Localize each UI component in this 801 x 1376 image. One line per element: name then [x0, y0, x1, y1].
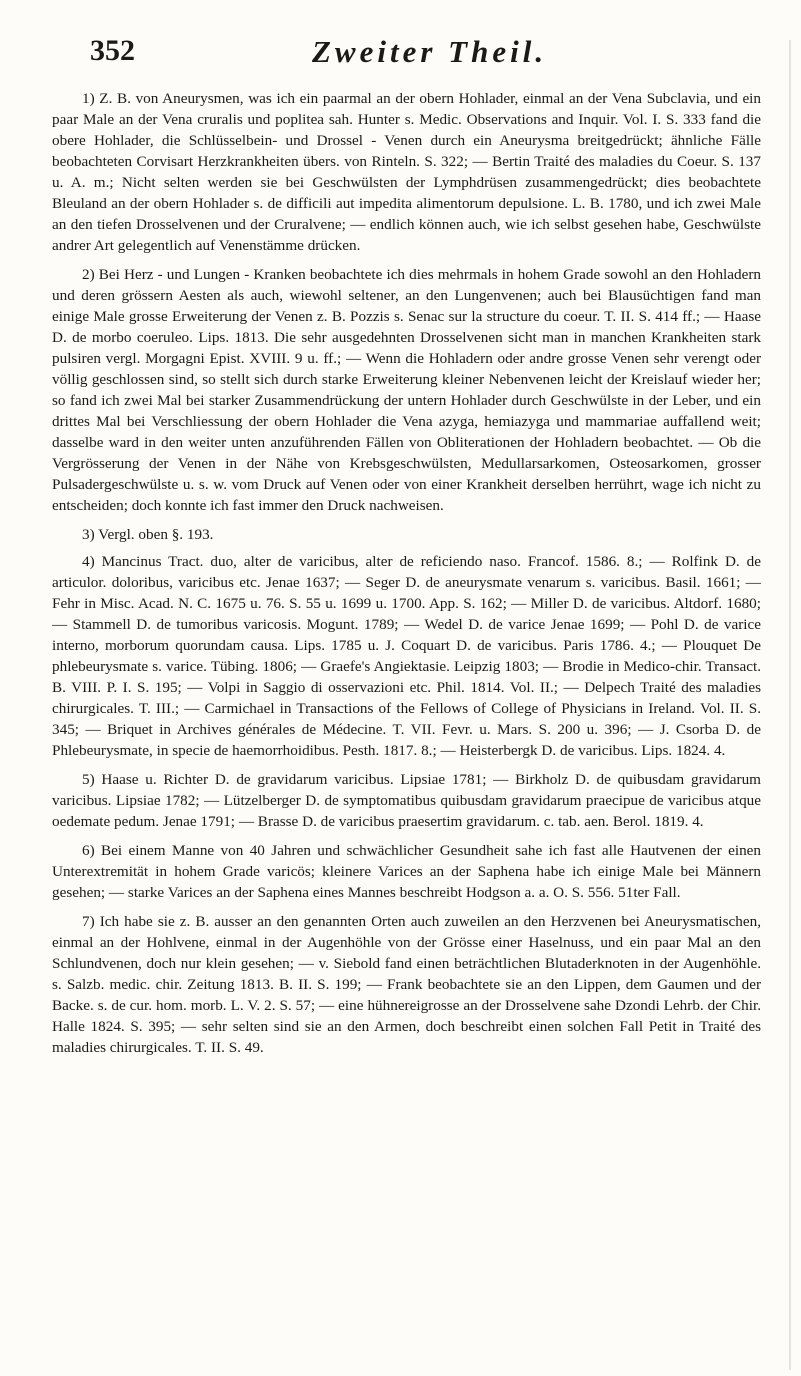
footnote-4: 4) Mancinus Tract. duo, alter de varicibus, alter de reficiendo naso. Francof. 1586. 8.; — Rolfink D. de articulor. doloribus, varicibus etc. Jenae 1637; — Seger D. de aneurysmate venarum s. varicibus. Basil. 1661; — Fehr in Misc. Acad. N. C. 1675 u. 76. S. 55 u. 1699 u. 1700. App. S. 162; — Miller D. de varicibus. Altdorf. 1680; — Stammell D. de tumoribus varicosis. Mogunt. 1789; — Wedel D. de varice Jenae 1699; — Pohl D. de varice interno, morborum quorundam causa. Lips. 1785 u. J. Coquart D. de varicibus. Paris 1786. 4.; — Plouquet De phlebeurysmate s. varice. Tübing. 1806; — Graefe's Angiektasie. Leipzig 1803; — Brodie in Medico-chir. Transact. B. VIII. P. I. S. 195; — Volpi in Saggio di osservazioni etc. Phil. 1814. Vol. II.; — Delpech Traité des maladies chirurgicales. T. III.; — Carmichael in Transactions of the Fellows of College of Physicians in Ireland. Vol. II. S. 345; — Briquet in Archives générales de Médecine. T. VII. Fevr. u. Mars. S. 200 u. 396; — J. Csorba D. de Phlebeurysmate, in specie de haemorrhoidibus. Pesth. 1817. 8.; — Heisterbergk D. de varicibus. Lips. 1824. 4. [52, 553, 761, 759]
page-number: 352 [90, 34, 135, 67]
footnote-3: 3) Vergl. oben §. 193. [82, 526, 214, 543]
running-head: Zweiter Theil. [312, 34, 548, 69]
footnote-6: 6) Bei einem Manne von 40 Jahren und schwächlicher Gesundheit sahe ich fast alle Hautvenen der einen Unterextremität in hohem Grade varicös; kleinere Varices an der Saphena habe ich einige Male bei Männern gesehen; — starke Varices an der Saphena eines Mannes beschreibt Hodgson a. a. O. S. 556. 51ter Fall. [52, 842, 761, 901]
footnote-1: 1) Z. B. von Aneurysmen, was ich ein paarmal an der obern Hohlader, einmal an der Vena Subclavia, und ein paar Male an der Vena cruralis und poplitea sah. Hunter s. Medic. Observations and Inquir. Vol. I. S. 333 fand die obere Hohlader, die Schlüsselbein- und Drossel - Venen durch ein Aneurysma breitgedrückt; ähnliche Fälle beobachteten Corvisart Herzkrankheiten übers. von Rinteln. S. 322; — Bertin Traité des maladies du Coeur. S. 137 u. A. m.; Nicht selten werden sie bei Geschwülsten der Lymphdrüsen zusammengedrückt; dies beobachtete Bleuland an der obern Hohlader s. de difficili aut impedita alimentorum depulsione. L. B. 1780, und ich zwei Male an den tiefen Drosselvenen und der Cruralvene; — endlich können auch, wie ich selbst gesehen habe, Geschwülste andrer Art gelegentlich auf Venenstämme drücken. [52, 90, 761, 254]
page-header [52, 34, 761, 74]
footnote-2: 2) Bei Herz - und Lungen - Kranken beobachtete ich dies mehrmals in hohem Grade sowohl an den Hohladern und deren grössern Aesten als auch, wiewohl seltener, an den Lungenvenen; auch bei Blausüchtigen fand man einige Male grosse Erweiterung der Venen z. B. Pozzis s. Senac sur la structure du coeur. T. II. S. 414 ff.; — Haase D. de morbo coeruleo. Lips. 1813. Die sehr ausgedehnten Drosselvenen sicht man in manchen Krankheiten stark pulsiren vergl. Morgagni Epist. XVIII. 9 u. ff.; — Wenn die Hohladern oder andre grosse Venen sehr verengt oder völlig geschlossen sind, so stellt sich durch starke Erweiterung kleiner Nebenvenen leicht der Kreislauf wieder her; so fand ich zwei Mal bei starker Zusammendrückung der untern Hohlader durch Geschwülste in der Leber, und ein drittes Mal bei Verschliessung der obern Hohlader die Vena azyga, hemiazyga und mammariae auffallend weit; dasselbe ward in den weiter unten anzuführenden Fällen von Obliterationen der Hohladern beobachtet. — Ob die Vergrösserung der Venen in der Nähe von Krebsgeschwülsten, Medullarsarkomen, Osteosarkomen, grosser Pulsadergeschwülste u. s. w. vom Druck auf Venen oder von einer Krankheit derselben herrührt, wage ich nicht zu entscheiden; doch konnte ich fast immer den Druck nachweisen. [52, 266, 761, 514]
page-edge-divider [789, 40, 791, 1370]
footnote-7: 7) Ich habe sie z. B. ausser an den genannten Orten auch zuweilen an den Herzvenen bei Aneurysmatischen, einmal an der Hohlvene, einmal in der Augenhöhle von der Grösse einer Haselnuss, und ein paar Mal an den Schlundvenen, doch nur klein gesehen; — v. Siebold fand einen beträchtlichen Blutaderknoten in der Augenhöhle. s. Salzb. medic. chir. Zeitung 1813. B. II. S. 199; — Frank beobachtete sie an den Lippen, dem Gaumen und der Backe. s. de cur. hom. morb. L. V. 2. S. 57; — eine hühnereigrosse an der Drosselvene sahe Dzondi Lehrb. der Chir. Halle 1824. S. 395; — sehr selten sind sie an den Armen, doch beschreibt einen solchen Fall Petit in Traité des maladies chirurgicales. T. II. S. 49. [52, 913, 761, 1056]
footnote-5: 5) Haase u. Richter D. de gravidarum varicibus. Lipsiae 1781; — Birkholz D. de quibusdam gravidarum varicibus. Lipsiae 1782; — Lützelberger D. de symptomatibus quibusdam gravidarum praecipue de varicibus atque oedemate pedum. Jenae 1791; — Brasse D. de varicibus praesertim gravidarum. c. tab. aen. Berol. 1819. 4. [52, 771, 761, 830]
